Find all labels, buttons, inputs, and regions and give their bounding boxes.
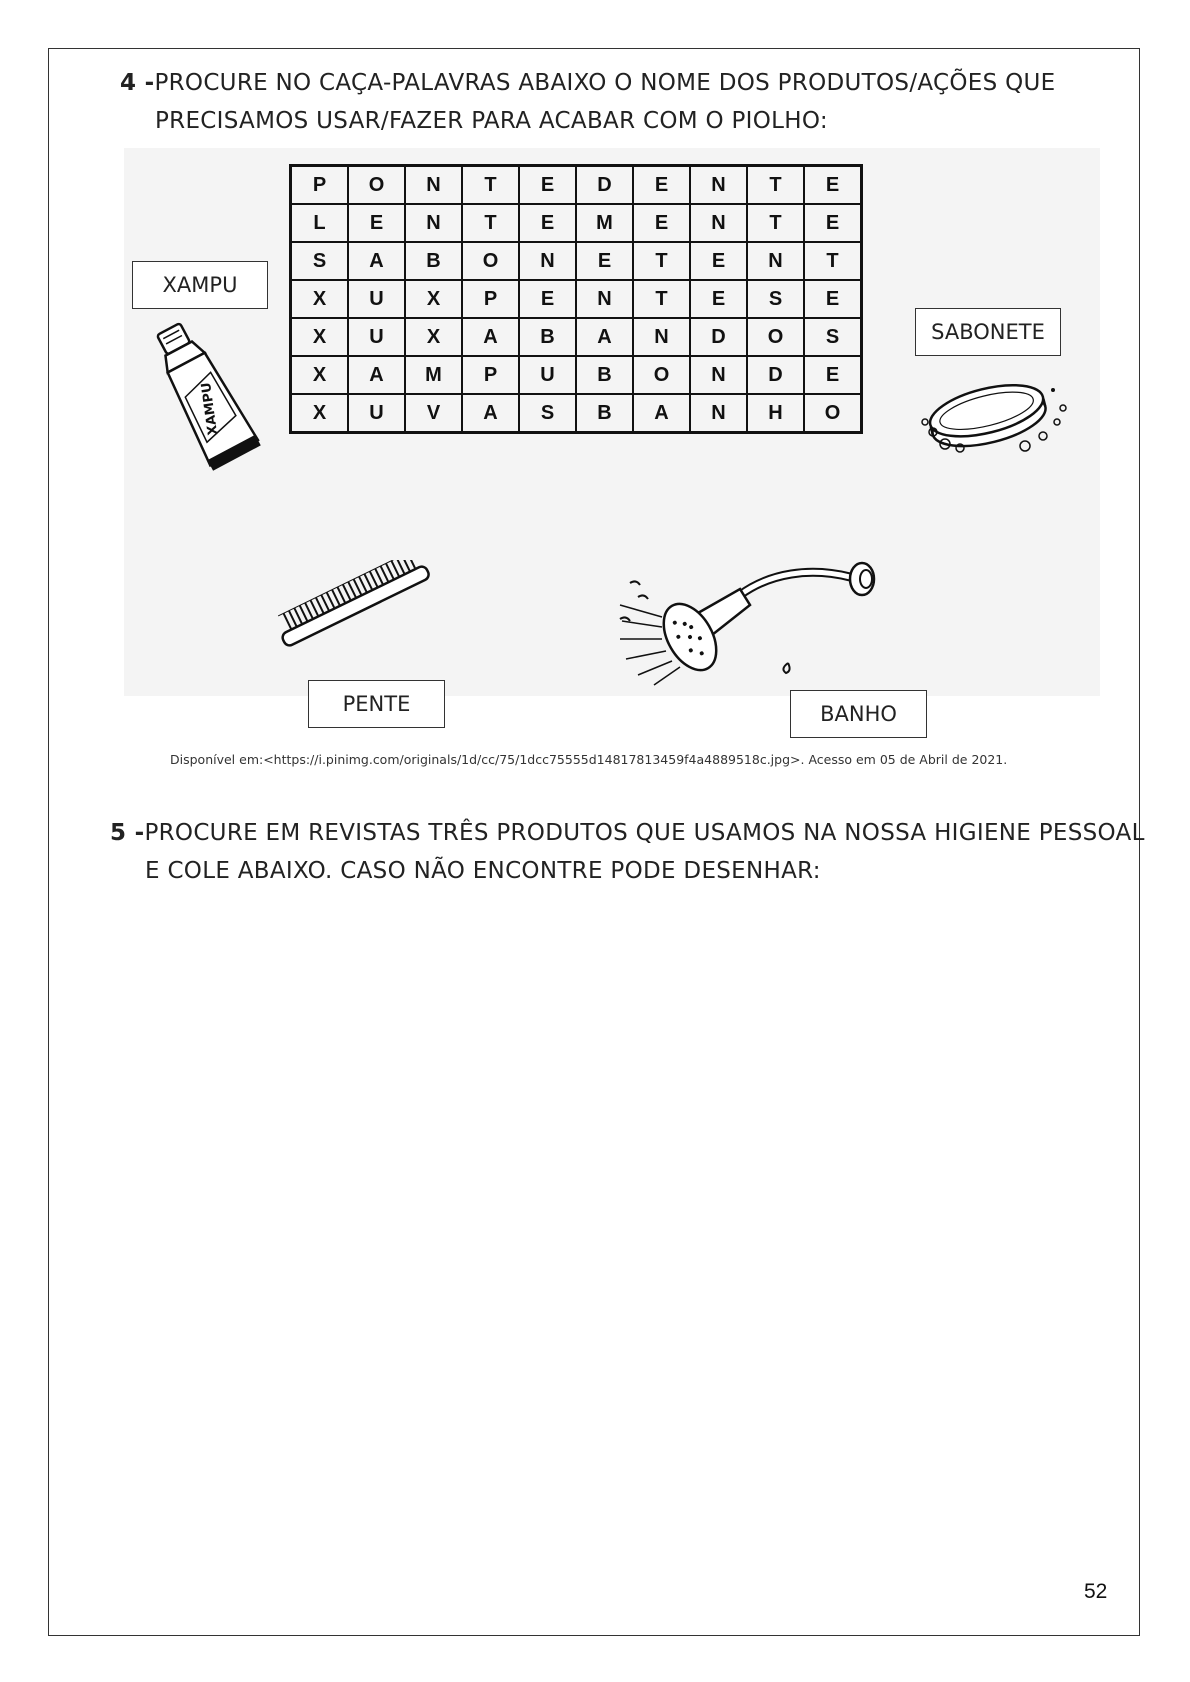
grid-cell: T bbox=[747, 204, 804, 242]
grid-cell: E bbox=[690, 242, 747, 280]
grid-row bbox=[291, 204, 862, 242]
page-number: 52 bbox=[1084, 1580, 1108, 1603]
grid-cell: P bbox=[462, 356, 519, 394]
tube-label-text: XAMPU bbox=[199, 381, 222, 437]
grid-cell: E bbox=[804, 166, 862, 205]
grid-cell: S bbox=[519, 394, 576, 433]
grid-cell: A bbox=[576, 318, 633, 356]
grid-cell: H bbox=[747, 394, 804, 433]
grid-cell: O bbox=[633, 356, 690, 394]
grid-cell: U bbox=[348, 318, 405, 356]
grid-cell: O bbox=[348, 166, 405, 205]
question-5-line-2: E COLE ABAIXO. CASO NÃO ENCONTRE PODE DESENHAR: bbox=[145, 858, 821, 884]
grid-cell: D bbox=[576, 166, 633, 205]
grid-cell: E bbox=[576, 242, 633, 280]
question-5-text-1: PROCURE EM REVISTAS TRÊS PRODUTOS QUE USAMOS NA NOSSA HIGIENE PESSOAL bbox=[144, 820, 1145, 846]
grid-cell: E bbox=[804, 356, 862, 394]
shampoo-tube-icon bbox=[140, 318, 270, 478]
grid-cell: N bbox=[690, 166, 747, 205]
grid-cell: E bbox=[804, 280, 862, 318]
grid-cell: S bbox=[291, 242, 349, 280]
soap-icon bbox=[905, 362, 1075, 462]
grid-cell: N bbox=[690, 394, 747, 433]
comb-icon bbox=[272, 560, 447, 670]
grid-cell: T bbox=[462, 204, 519, 242]
grid-cell: E bbox=[348, 204, 405, 242]
label-sabonete: SABONETE bbox=[915, 308, 1061, 356]
grid-cell: X bbox=[405, 280, 462, 318]
grid-cell: N bbox=[405, 166, 462, 205]
grid-cell: N bbox=[576, 280, 633, 318]
question-4-line-2: PRECISAMOS USAR/FAZER PARA ACABAR COM O PIOLHO: bbox=[155, 108, 828, 134]
grid-cell: N bbox=[690, 204, 747, 242]
grid-cell: P bbox=[291, 166, 349, 205]
grid-row bbox=[291, 242, 862, 280]
question-5-number: 5 - bbox=[110, 820, 145, 846]
grid-cell: N bbox=[690, 356, 747, 394]
grid-cell: O bbox=[804, 394, 862, 433]
grid-cell: T bbox=[633, 280, 690, 318]
grid-cell: B bbox=[576, 356, 633, 394]
grid-row bbox=[291, 166, 862, 205]
grid-cell: E bbox=[633, 166, 690, 205]
question-4-text-1: PROCURE NO CAÇA-PALAVRAS ABAIXO O NOME DOS PRODUTOS/AÇÕES QUE bbox=[154, 70, 1056, 96]
question-5-line-1 bbox=[110, 820, 1145, 846]
grid-cell: O bbox=[462, 242, 519, 280]
grid-cell: E bbox=[519, 166, 576, 205]
grid-cell: B bbox=[576, 394, 633, 433]
grid-cell: D bbox=[747, 356, 804, 394]
grid-row bbox=[291, 356, 862, 394]
grid-cell: N bbox=[747, 242, 804, 280]
grid-cell: A bbox=[462, 318, 519, 356]
grid-cell: L bbox=[291, 204, 349, 242]
grid-cell: T bbox=[747, 166, 804, 205]
grid-cell: S bbox=[804, 318, 862, 356]
grid-row bbox=[291, 394, 862, 433]
grid-cell: E bbox=[804, 204, 862, 242]
grid-cell: M bbox=[576, 204, 633, 242]
grid-cell: A bbox=[348, 356, 405, 394]
grid-cell: D bbox=[690, 318, 747, 356]
grid-cell: T bbox=[804, 242, 862, 280]
grid-cell: A bbox=[462, 394, 519, 433]
grid-cell: X bbox=[291, 356, 349, 394]
label-pente: PENTE bbox=[308, 680, 445, 728]
grid-cell: E bbox=[519, 280, 576, 318]
grid-cell: A bbox=[348, 242, 405, 280]
question-4-line-1 bbox=[120, 70, 1055, 96]
grid-cell: U bbox=[519, 356, 576, 394]
label-banho: BANHO bbox=[790, 690, 927, 738]
question-4-number: 4 - bbox=[120, 70, 155, 96]
grid-cell: X bbox=[291, 318, 349, 356]
image-source-credit: Disponível em:<https://i.pinimg.com/originals/1d/cc/75/1dcc75555d14817813459f4a4889518c.jpg>. Acesso em 05 de Abril de 2021. bbox=[170, 752, 1008, 767]
grid-cell: B bbox=[519, 318, 576, 356]
grid-cell: E bbox=[633, 204, 690, 242]
grid-cell: P bbox=[462, 280, 519, 318]
shower-head-icon bbox=[600, 555, 900, 705]
grid-row bbox=[291, 318, 862, 356]
grid-cell: O bbox=[747, 318, 804, 356]
grid-cell: N bbox=[633, 318, 690, 356]
grid-cell: A bbox=[633, 394, 690, 433]
grid-cell: E bbox=[519, 204, 576, 242]
grid-cell: M bbox=[405, 356, 462, 394]
grid-cell: S bbox=[747, 280, 804, 318]
grid-cell: V bbox=[405, 394, 462, 433]
grid-cell: N bbox=[405, 204, 462, 242]
grid-cell: U bbox=[348, 394, 405, 433]
grid-cell: X bbox=[291, 280, 349, 318]
grid-cell: X bbox=[291, 394, 349, 433]
word-search-grid bbox=[289, 164, 863, 434]
grid-cell: T bbox=[633, 242, 690, 280]
grid-cell: X bbox=[405, 318, 462, 356]
grid-cell: N bbox=[519, 242, 576, 280]
grid-cell: U bbox=[348, 280, 405, 318]
label-xampu: XAMPU bbox=[132, 261, 268, 309]
grid-cell: B bbox=[405, 242, 462, 280]
grid-cell: E bbox=[690, 280, 747, 318]
grid-cell: T bbox=[462, 166, 519, 205]
grid-row bbox=[291, 280, 862, 318]
